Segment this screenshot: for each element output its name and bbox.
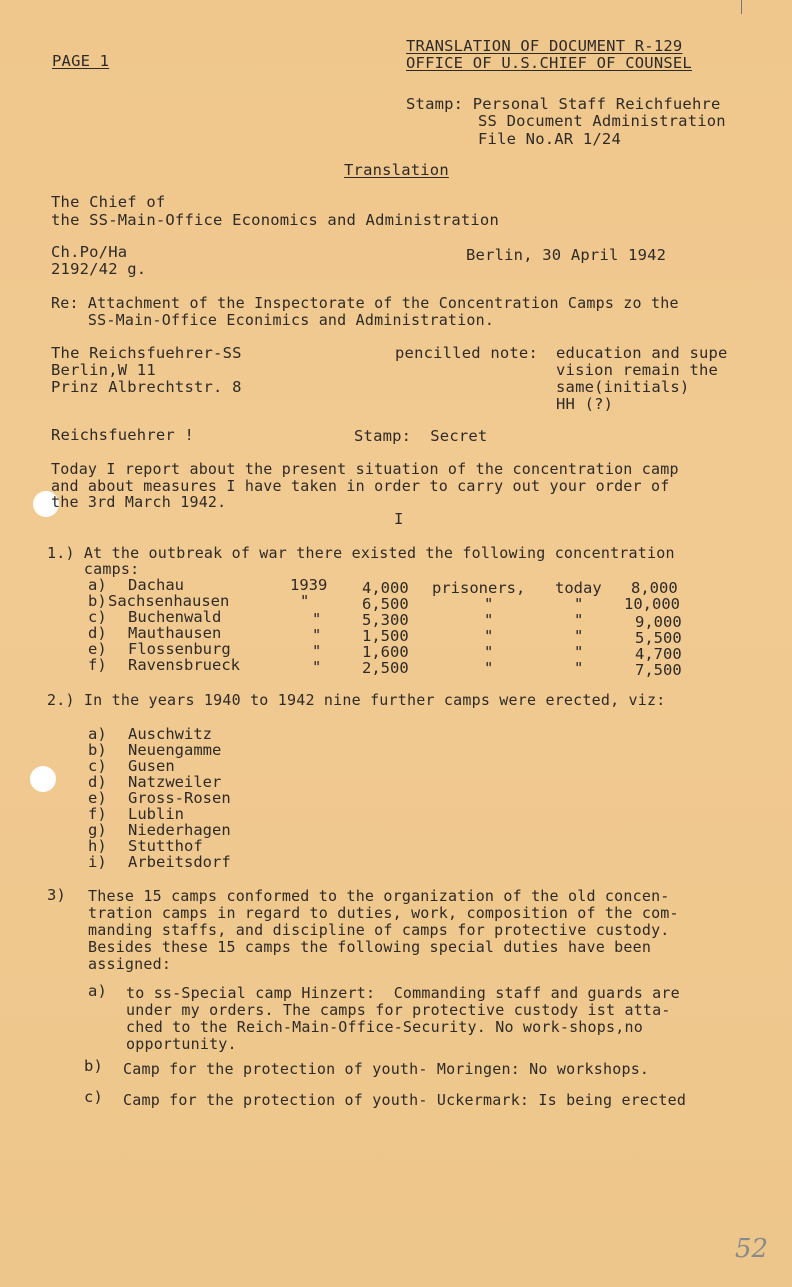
item3-sub-a-line1: to ss-Special camp Hinzert: Commanding staff and guards are — [126, 984, 680, 1002]
sender-line2: the SS-Main-Office Economics and Administration — [51, 211, 499, 229]
camp-name: Mauthausen — [128, 624, 222, 642]
list-camp-name: Niederhagen — [128, 821, 231, 839]
page-label: PAGE 1 — [52, 52, 110, 70]
punch-hole-bottom — [30, 766, 56, 792]
camp-name: Buchenwald — [128, 608, 222, 626]
list-letter: g) — [88, 821, 107, 839]
list-letter: e) — [88, 789, 107, 807]
document-title-line1: TRANSLATION OF DOCUMENT R-129 — [406, 37, 683, 55]
salutation: Reichsfuehrer ! — [51, 426, 194, 444]
camp-year: " — [300, 592, 310, 610]
camp-name: Ravensbrueck — [128, 656, 240, 674]
camp-count-today: 5,500 — [635, 629, 682, 647]
section-numeral: I — [394, 510, 404, 528]
camp-year: " — [312, 610, 322, 628]
list-letter: d) — [88, 773, 107, 791]
camp-year: " — [312, 626, 322, 644]
camp-today-label: today — [555, 579, 602, 597]
camp-letter: e) — [88, 640, 107, 658]
subject-line1: Re: Attachment of the Inspectorate of the Concentration Camps zo the — [51, 294, 679, 312]
camp-unit: " — [484, 627, 494, 645]
list-camp-name: Gusen — [128, 757, 175, 775]
intro-line1: Today I report about the present situation of the concentration camp — [51, 460, 679, 478]
item3-sub-a-line2: under my orders. The camps for protective custody ist atta- — [126, 1001, 671, 1019]
camp-count-today: 8,000 — [631, 579, 678, 597]
edge-mark — [741, 0, 742, 14]
sender-line1: The Chief of — [51, 193, 166, 211]
item3-sub-c-letter: c) — [84, 1088, 104, 1106]
pencil-note-line1: education and supe — [556, 344, 728, 362]
translation-heading: Translation — [344, 161, 449, 179]
camp-count-1939: 6,500 — [362, 595, 409, 613]
item3-line1: These 15 camps conformed to the organization of the old concen- — [88, 887, 670, 905]
list-camp-name: Lublin — [128, 805, 184, 823]
document-title-line2: OFFICE OF U.S.CHIEF OF COUNSEL — [406, 54, 692, 72]
camp-letter: a) — [88, 576, 107, 594]
list-camp-name: Auschwitz — [128, 725, 212, 743]
item3-sub-b-line1: Camp for the protection of youth- Moringen: No workshops. — [123, 1060, 650, 1078]
camp-letter: d) — [88, 624, 107, 642]
pencil-note-line4: HH (?) — [556, 395, 614, 413]
item3-number: 3) — [47, 886, 67, 904]
camp-today-label: " — [574, 627, 584, 645]
item3-line5: assigned: — [88, 955, 172, 973]
pencil-note-line3: same(initials) — [556, 378, 690, 396]
camp-unit: prisoners, — [432, 579, 526, 597]
list-camp-name: Natzweiler — [128, 773, 222, 791]
camp-name: Sachsenhausen — [108, 592, 230, 610]
camp-count-today: 4,700 — [635, 645, 682, 663]
camp-unit: " — [484, 611, 494, 629]
camp-count-1939: 5,300 — [362, 611, 409, 629]
list-camp-name: Gross-Rosen — [128, 789, 231, 807]
camp-count-1939: 1,600 — [362, 643, 409, 661]
list-letter: c) — [88, 757, 107, 775]
item1-line1: 1.) At the outbreak of war there existed the following concentration — [47, 544, 675, 562]
subject-line2: SS-Main-Office Econimics and Administration. — [51, 311, 495, 329]
item1-line2: camps: — [47, 560, 140, 578]
camp-count-1939: 2,500 — [362, 659, 409, 677]
camp-count-today: 7,500 — [635, 661, 682, 679]
list-camp-name: Arbeitsdorf — [128, 853, 231, 871]
camp-name: Dachau — [128, 576, 184, 594]
list-letter: h) — [88, 837, 107, 855]
secret-stamp: Stamp: Secret — [354, 427, 488, 445]
pencil-note-line2: vision remain the — [556, 361, 719, 379]
camp-year: 1939 — [290, 576, 328, 594]
stamp-line2: SS Document Administration — [478, 112, 726, 130]
camp-count-today: 9,000 — [635, 613, 682, 631]
reference-line2: 2192/42 g. — [51, 260, 147, 278]
place-date: Berlin, 30 April 1942 — [466, 246, 667, 264]
camp-today-label: " — [574, 595, 584, 613]
handwritten-page-number: 52 — [735, 1234, 769, 1264]
stamp-line1: Stamp: Personal Staff Reichfuehre — [406, 95, 721, 113]
stamp-line3: File No.AR 1/24 — [478, 130, 621, 148]
item3-sub-a-line4: opportunity. — [126, 1035, 237, 1053]
item3-sub-a-letter: a) — [88, 982, 108, 1000]
list-letter: i) — [88, 853, 107, 871]
item3-sub-a-line3: ched to the Reich-Main-Office-Security. No work-shops,no — [126, 1018, 643, 1036]
camp-letter: f) — [88, 656, 107, 674]
item3-line2: tration camps in regard to duties, work, composition of the com- — [88, 904, 679, 922]
item2-line1: 2.) In the years 1940 to 1942 nine further camps were erected, viz: — [47, 691, 666, 709]
camp-year: " — [312, 658, 322, 676]
recipient-line3: Prinz Albrechtstr. 8 — [51, 378, 242, 396]
camp-unit: " — [484, 595, 494, 613]
camp-name: Flossenburg — [128, 640, 231, 658]
recipient-line2: Berlin,W 11 — [51, 361, 156, 379]
camp-today-label: " — [574, 659, 584, 677]
recipient-line1: The Reichsfuehrer-SS — [51, 344, 242, 362]
item3-line3: manding staffs, and discipline of camps for protective custody. — [88, 921, 670, 939]
camp-unit: " — [484, 659, 494, 677]
intro-line2: and about measures I have taken in order to carry out your order of — [51, 477, 670, 495]
camp-count-1939: 4,000 — [362, 579, 409, 597]
list-letter: a) — [88, 725, 107, 743]
item3-sub-b-letter: b) — [84, 1057, 104, 1075]
camp-unit: " — [484, 643, 494, 661]
reference-line1: Ch.Po/Ha — [51, 243, 128, 261]
camp-today-label: " — [574, 643, 584, 661]
camp-year: " — [312, 642, 322, 660]
list-camp-name: Stutthof — [128, 837, 203, 855]
item3-line4: Besides these 15 camps the following special duties have been — [88, 938, 652, 956]
camp-letter: b) — [88, 592, 107, 610]
list-letter: f) — [88, 805, 107, 823]
camp-count-today: 10,000 — [624, 595, 680, 613]
camp-letter: c) — [88, 608, 107, 626]
camp-count-1939: 1,500 — [362, 627, 409, 645]
pencil-note-label: pencilled note: — [395, 344, 538, 362]
list-camp-name: Neuengamme — [128, 741, 222, 759]
camp-today-label: " — [574, 611, 584, 629]
list-letter: b) — [88, 741, 107, 759]
item3-sub-c-line1: Camp for the protection of youth- Uckermark: Is being erected — [123, 1091, 687, 1109]
intro-line3: the 3rd March 1942. — [51, 493, 227, 511]
